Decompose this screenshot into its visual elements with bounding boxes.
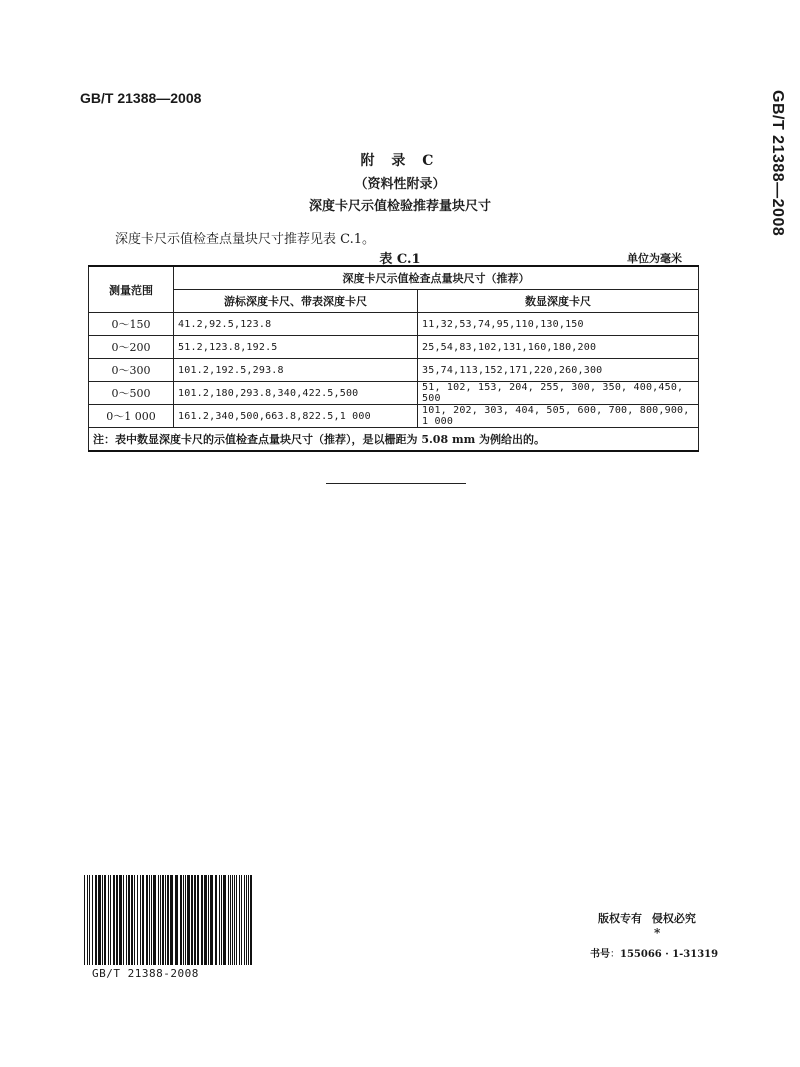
intro-paragraph: 深度卡尺示值检查点量块尺寸推荐见表 C.1。	[115, 232, 376, 247]
annex-note: （资料性附录）	[354, 177, 446, 192]
gauge-block-table	[88, 265, 699, 452]
table-footnote: 注：表中数显深度卡尺的示值检查点量块尺寸（推荐），是以栅距为 5.08 mm 为例给出的。	[89, 428, 699, 452]
cell-range: 0～500	[89, 382, 174, 405]
cell-range: 0～150	[89, 313, 174, 336]
table-row	[89, 405, 699, 428]
cell-col2: 25,54,83,102,131,160,180,200	[418, 336, 699, 359]
annex-title: 附 录 C	[360, 153, 440, 169]
cell-col1: 101.2,180,293.8,340,422.5,500	[174, 382, 418, 405]
unit-note: 单位为毫米	[627, 252, 682, 265]
table-row	[89, 336, 699, 359]
book-number-value: 155066 · 1-31319	[620, 949, 719, 960]
table-footnote-row	[89, 428, 699, 452]
cell-col1: 101.2,192.5,293.8	[174, 359, 418, 382]
header-range: 测量范围	[89, 266, 174, 313]
cell-col2: 101, 202, 303, 404, 505, 600, 700, 800,900, 1 000	[418, 405, 699, 428]
standard-number-top: GB/T 21388—2008	[80, 90, 202, 106]
book-number-separator: ：	[610, 949, 620, 960]
book-number-label: 书号	[590, 949, 610, 960]
barcode	[83, 875, 256, 965]
header-col1: 游标深度卡尺、带表深度卡尺	[174, 290, 418, 313]
cell-col1: 51.2,123.8,192.5	[174, 336, 418, 359]
cell-col1: 161.2,340,500,663.8,822.5,1 000	[174, 405, 418, 428]
table-row	[89, 313, 699, 336]
table-header-row	[89, 266, 699, 290]
cell-range: 0～1 000	[89, 405, 174, 428]
table-row	[89, 382, 699, 405]
cell-col1: 41.2,92.5,123.8	[174, 313, 418, 336]
header-group: 深度卡尺示值检查点量块尺寸（推荐）	[174, 266, 699, 290]
barcode-text: GB/T 21388-2008	[92, 967, 199, 980]
annex-heading: 深度卡尺示值检验推荐量块尺寸	[308, 199, 491, 214]
table-caption: 表 C.1	[379, 252, 421, 267]
copyright-notice: 版权专有 侵权必究	[598, 912, 696, 925]
end-rule	[326, 483, 466, 484]
cell-col2: 51, 102, 153, 204, 255, 300, 350, 400,450, 500	[418, 382, 699, 405]
cell-range: 0～300	[89, 359, 174, 382]
table-subheader-row	[89, 290, 699, 313]
book-number	[590, 945, 718, 960]
separator-dot: *	[654, 926, 661, 940]
standard-number-side: GB/T 21388—2008	[769, 90, 786, 237]
cell-range: 0～200	[89, 336, 174, 359]
header-col2: 数显深度卡尺	[418, 290, 699, 313]
cell-col2: 35,74,113,152,171,220,260,300	[418, 359, 699, 382]
table-row	[89, 359, 699, 382]
cell-col2: 11,32,53,74,95,110,130,150	[418, 313, 699, 336]
